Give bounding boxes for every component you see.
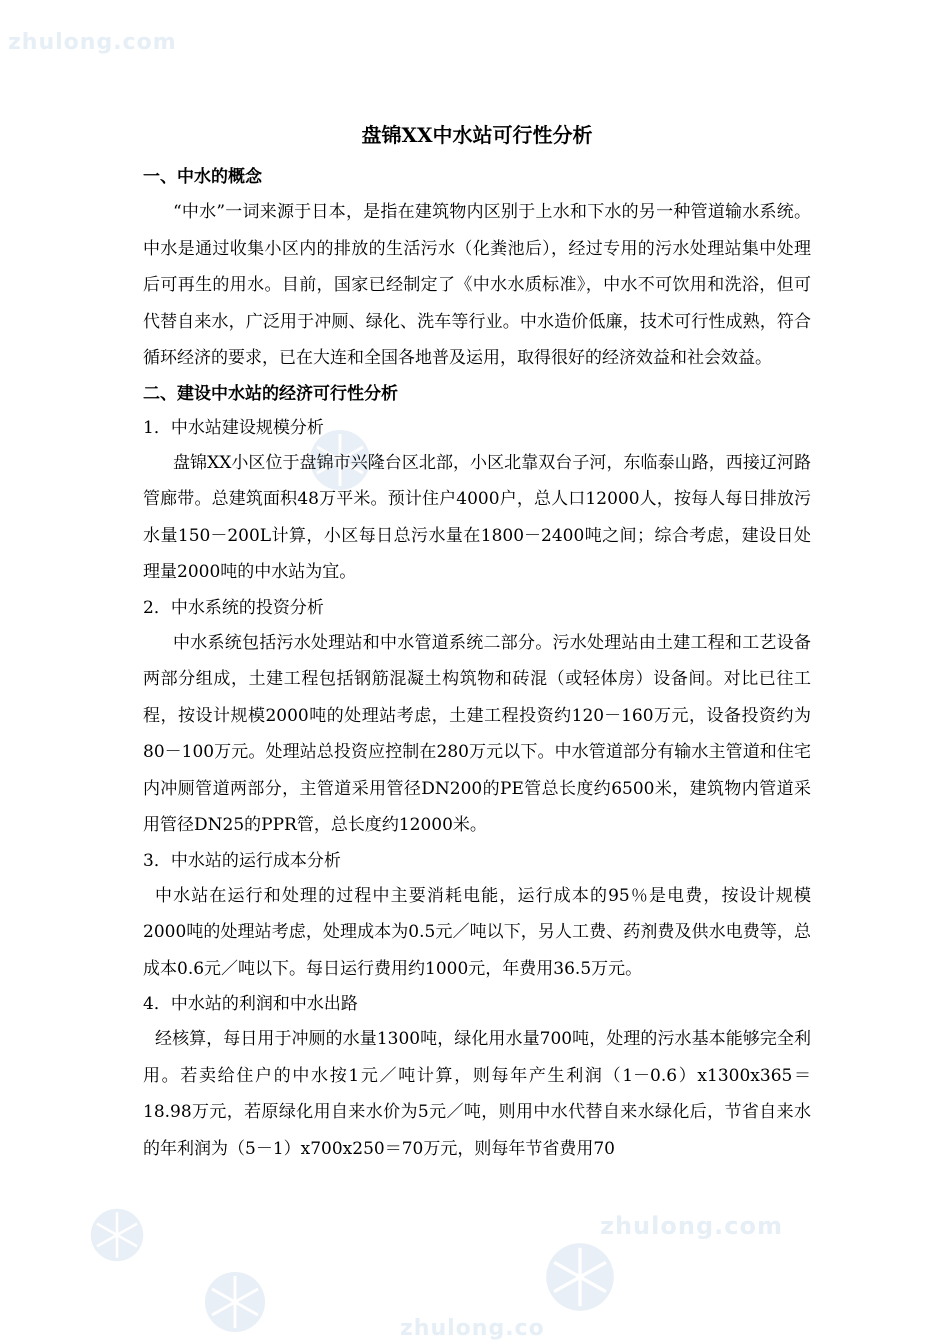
section-heading: 一、中水的概念: [143, 167, 262, 187]
subsection-heading: 3．中水站的运行成本分析: [143, 850, 341, 871]
snowflake-watermark-icon: [195, 1262, 275, 1342]
snowflake-watermark-icon: [82, 1200, 152, 1270]
watermark-mid: zhulong.com: [600, 1212, 783, 1240]
section-paragraph: “中水”一词来源于日本，是指在建筑物内区别于上水和下水的另一种管道输水系统。中水是通过收集小区内的排放的生活污水（化粪池后），经过专用的污水处理站集中处理后可再生的用水。目前，国家已经制定了《中水水质标准》，中水不可饮用和洗浴，但可代替自来水，广泛用于冲厕、绿化、洗车等行业。中水造价低廉，技术可行性成熟，符合循环经济的要求，已在大连和全国各地普及运用，取得很好的经济效益和社会效益。: [143, 202, 811, 368]
subsection-heading: 2．中水系统的投资分析: [143, 597, 324, 618]
snowflake-watermark-icon: [535, 1232, 625, 1322]
subsection-heading: 4．中水站的利润和中水出路: [143, 994, 358, 1014]
document-title: 盘锦XX中水站可行性分析: [361, 123, 593, 147]
subsection-paragraph: 盘锦XX小区位于盘锦市兴隆台区北部，小区北靠双台子河，东临泰山路，西接辽河路管廊带。总建筑面积48万平米。预计住户4000户，总人口12000人，按每人每日排放污水量150－200L计算，小区每日总污水量在1800－2400吨之间；综合考虑，建设日处理量2000吨的中水站为宜。: [143, 452, 811, 582]
subsection-paragraph: 中水站在运行和处理的过程中主要消耗电能，运行成本的95％是电费，按设计规模2000吨的处理站考虑，处理成本为0.5元／吨以下，另人工费、药剂费及供水电费等，总成本0.6元／吨以下。每日运行费用约1000元，年费用36.5万元。: [143, 885, 811, 979]
subsection-heading: 1．中水站建设规模分析: [143, 417, 324, 438]
section-heading: 二、建设中水站的经济可行性分析: [143, 383, 398, 404]
subsection-paragraph: 经核算，每日用于冲厕的水量1300吨，绿化用水量700吨，处理的污水基本能够完全利用。若卖给住户的中水按1元／吨计算，则每年产生利润（1－0.6）x1300x365＝18.98万元，若原绿化用自来水价为5元／吨，则用中水代替自来水绿化后，节省自来水的年利润为（5－1）x700x250＝70万元，则每年节省费用70: [143, 1029, 811, 1159]
watermark-bottom: zhulong.co: [400, 1316, 545, 1341]
document-page: [143, 118, 811, 1167]
watermark-top: zhulong.com: [8, 30, 177, 55]
subsection-paragraph: 中水系统包括污水处理站和中水管道系统二部分。污水处理站由土建工程和工艺设备两部分组成，土建工程包括钢筋混凝土构筑物和砖混（或轻体房）设备间。对比已往工程，按设计规模2000吨的处理站考虑，土建工程投资约120－160万元，设备投资约为80－100万元。处理站总投资应控制在280万元以下。中水管道部分有输水主管道和住宅内冲厕管道两部分，主管道采用管径DN200的PE管总长度约6500米，建筑物内管道采用管径DN25的PPR管，总长度约12000米。: [143, 632, 811, 835]
